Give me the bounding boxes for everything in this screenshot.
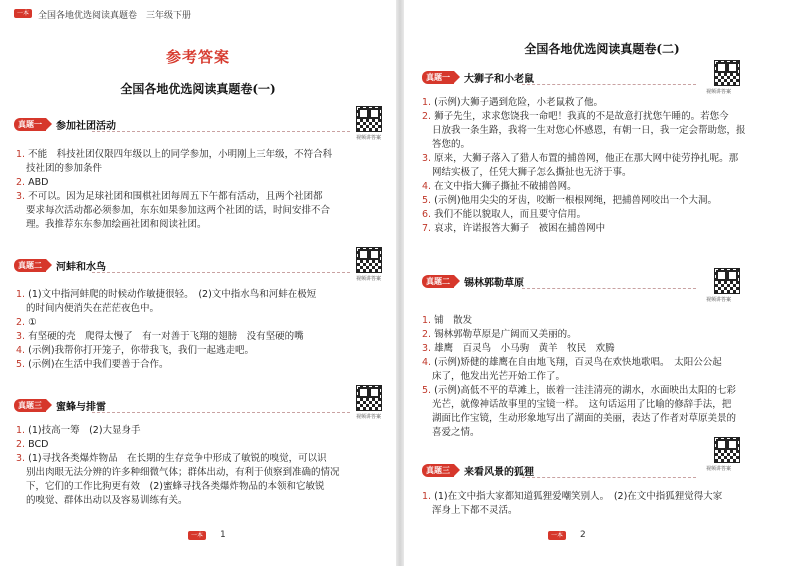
page-footer (548, 530, 586, 540)
answer-line: 1. 铺 散发 (422, 315, 473, 326)
header-logo: 一本 (14, 9, 32, 18)
divider (92, 131, 350, 132)
section-title: 大狮子和小老鼠 (464, 73, 534, 85)
answer-line: 的时间内便消失在茫茫夜色中。 (26, 303, 160, 314)
answer-line: 答您的。 (432, 139, 471, 150)
section-title: 蜜蜂与排雷 (56, 401, 106, 413)
answer-line: 别出肉眼无法分辨的许多种细微气体；群体出动，有利于侦察到准确的情况 (26, 467, 340, 478)
answer-line: 3. 不可以。因为足球社团和围棋社团每周五下午都有活动，且两个社团都 (16, 191, 323, 202)
answer-line: 1. 不能 科技社团仅限四年级以上的同学参加，小明刚上三年级，不符合科 (16, 149, 333, 160)
answer-line: 3. 雄鹰 百灵鸟 小马驹 黄羊 牧民 欢腾 (422, 343, 615, 354)
qr-label: 视频讲答案 (356, 276, 382, 282)
section-header (422, 70, 534, 84)
page-number: 1 (220, 530, 226, 540)
answer-block (422, 490, 722, 518)
answer-line: 4. 在文中指大狮子撕扯不破捕兽网。 (422, 181, 577, 192)
answer-line: 4. (示例)矫健的雄鹰在自由地飞翔，百灵鸟在欢快地歌唱。 太阳公公起 (422, 357, 722, 368)
answer-block (422, 96, 746, 236)
qr-label: 视频讲答案 (356, 414, 382, 420)
section-tag: 真题一 (422, 71, 454, 84)
answer-line: 3. 有坚硬的壳 爬得太慢了 有一对善于飞翔的翅膀 没有坚硬的嘴 (16, 331, 304, 342)
page-number: 2 (580, 530, 586, 540)
footer-logo: 一本 (188, 531, 206, 540)
answer-line: 下，它们的工作比狗更有效 (2)蜜蜂寻找各类爆炸物品的本领和它敏锐 (26, 481, 325, 492)
section-tag: 真题一 (14, 118, 46, 131)
answer-line: 2. 锡林郭勒草原是广阔而又美丽的。 (422, 329, 577, 340)
answer-block (16, 288, 316, 372)
left-page (0, 0, 396, 566)
page-footer (188, 530, 226, 540)
section-header (422, 274, 524, 288)
answer-block (16, 424, 340, 508)
section-header (14, 117, 116, 131)
qr-code[interactable] (356, 385, 382, 411)
section-tag: 真题二 (14, 259, 46, 272)
footer-logo: 一本 (548, 531, 566, 540)
answer-line: 4. (示例)我帮你打开笼子，你带我飞，我们一起逃走吧。 (16, 345, 255, 356)
section-title: 来看风景的狐狸 (464, 466, 534, 478)
volume-title: 全国各地优选阅读真题卷(一) (120, 82, 276, 96)
answer-line: 6. 我们不能以貌取人，而且要守信用。 (422, 209, 587, 220)
divider (522, 84, 696, 85)
divider (522, 477, 696, 478)
answer-line: 网结实极了，任凭大狮子怎么撕扯也无济于事。 (432, 167, 632, 178)
qr-code[interactable] (714, 60, 740, 86)
answer-line: 2. ① (16, 317, 37, 328)
section-header (14, 398, 106, 412)
answer-block (422, 314, 736, 440)
answer-line: 的嗅觉、群体出动以及容易训练有关。 (26, 495, 188, 506)
section-header (422, 463, 534, 477)
section-title: 参加社团活动 (56, 120, 116, 132)
answer-line: 技社团的参加条件 (26, 163, 103, 174)
answer-line: 理。我推荐东东参加绘画社团和阅读社团。 (26, 219, 207, 230)
qr-code[interactable] (714, 437, 740, 463)
answer-line: 2. BCD (16, 439, 49, 450)
answer-line: 日放我一条生路，我将一生对您心怀感恩，有朝一日，我一定会帮助您，报 (432, 125, 746, 136)
right-page (404, 0, 800, 566)
divider (92, 412, 350, 413)
answer-block (16, 148, 332, 232)
qr-label: 视频讲答案 (706, 466, 732, 472)
volume-title: 全国各地优选阅读真题卷(二) (524, 42, 680, 56)
section-tag: 真题三 (422, 464, 454, 477)
section-title: 锡林郭勒草原 (464, 277, 524, 289)
answer-line: 3. (1)寻找各类爆炸物品 在长期的生存竞争中形成了敏锐的嗅觉，可以识 (16, 453, 327, 464)
qr-label: 视频讲答案 (706, 297, 732, 303)
answer-line: 3. 原来，大狮子落入了猎人布置的捕兽网，他正在那大网中徒劳挣扎呢。那 (422, 153, 739, 164)
answer-line: 5. (示例)在生活中我们要善于合作。 (16, 359, 169, 370)
section-title: 河蚌和水鸟 (56, 261, 106, 273)
answer-line: 光芒，就像神话故事里的宝镜一样。 这句话运用了比喻的修辞手法，把 (432, 399, 732, 410)
qr-label: 视频讲答案 (356, 135, 382, 141)
running-header: 全国各地优选阅读真题卷 三年级下册 (38, 11, 192, 21)
answer-line: 1. (1)文中指河蚌爬的时候动作敏捷很轻。 (2)文中指水鸟和河蚌在极短 (16, 289, 317, 300)
answer-line: 1. (示例)大狮子遇到危险，小老鼠救了他。 (422, 97, 604, 108)
answer-line: 床了，他发出光芒开始工作了。 (432, 371, 566, 382)
section-tag: 真题二 (422, 275, 454, 288)
answer-line: 5. (示例)高低不平的草滩上，嵌着一洼洼清亮的湖水，水面映出太阳的七彩 (422, 385, 737, 396)
answer-title: 参考答案 (165, 48, 230, 66)
answer-line: 湖面比作宝镜，生动形象地写出了湖面的美丽，表达了作者对草原美景的 (432, 413, 737, 424)
section-header (14, 258, 106, 272)
qr-code[interactable] (356, 247, 382, 273)
answer-line: 要求每次活动都必须参加，东东如果参加这两个社团的话，时间安排不合 (26, 205, 331, 216)
qr-code[interactable] (714, 268, 740, 294)
divider (522, 288, 696, 289)
answer-line: 5. (示例)他用尖尖的牙齿，咬断一根根网绳，把捕兽网咬出一个大洞。 (422, 195, 718, 206)
answer-line: 1. (1)技高一筹 (2)大显身手 (16, 425, 141, 436)
divider (92, 272, 350, 273)
section-tag: 真题三 (14, 399, 46, 412)
qr-label: 视频讲答案 (706, 89, 732, 95)
answer-line: 浑身上下都不灵活。 (432, 505, 518, 516)
answer-line: 1. (1)在文中指大家都知道狐狸爱嘲笑别人。 (2)在文中指狐狸觉得大家 (422, 491, 723, 502)
qr-code[interactable] (356, 106, 382, 132)
answer-line: 喜爱之情。 (432, 427, 480, 438)
answer-line: 2. ABD (16, 177, 49, 188)
answer-line: 2. 狮子先生，求求您饶我一命吧！我真的不是故意打扰您午睡的。若您今 (422, 111, 729, 122)
answer-line: 7. 哀求，许诺报答大狮子 被困在捕兽网中 (422, 223, 606, 234)
book-gutter (396, 0, 404, 566)
